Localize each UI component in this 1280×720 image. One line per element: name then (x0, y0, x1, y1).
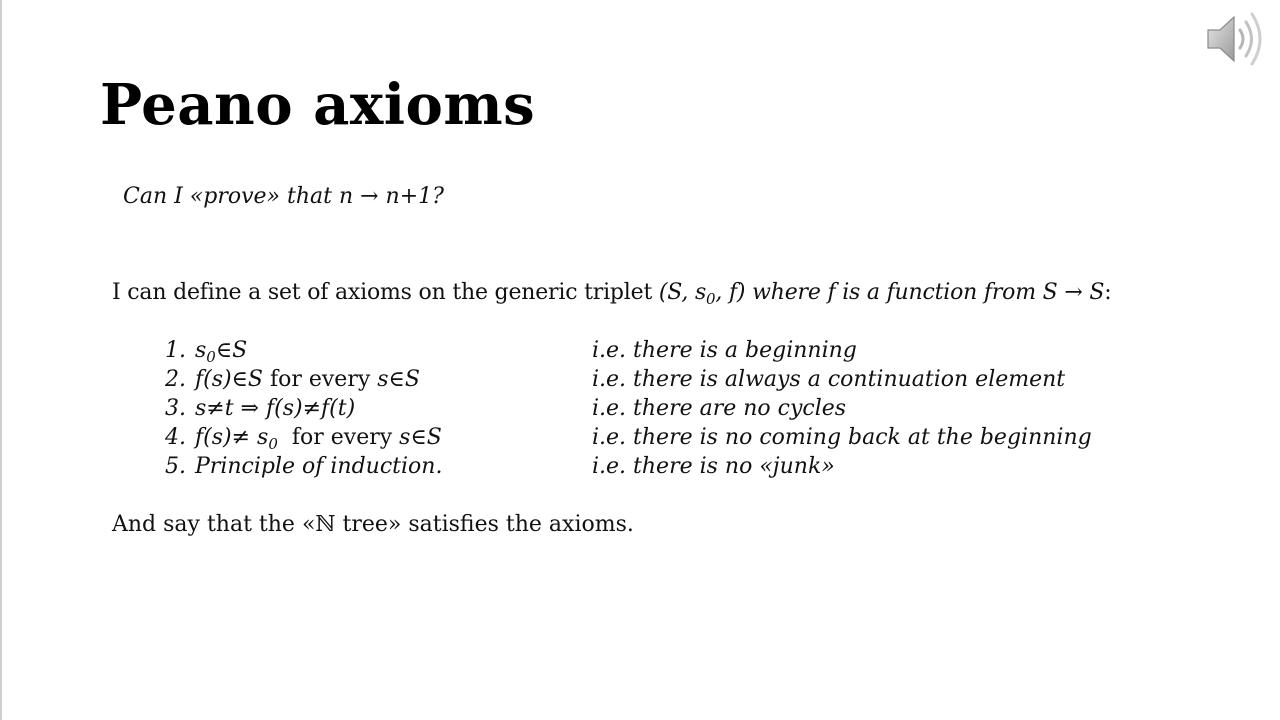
axiom-number: 5. (165, 454, 186, 479)
axiom-note: i.e. there are no cycles (592, 396, 847, 421)
axiom-note: i.e. there is no coming back at the beginning (592, 425, 1092, 450)
axiom-note: i.e. there is a beginning (592, 338, 857, 363)
axiom-stmt-sub: 0 (268, 435, 278, 453)
axiom-statement (195, 452, 442, 481)
axiom-number: 4. (165, 425, 186, 450)
axiom-stmt-part: s (195, 338, 207, 363)
intro-triplet-open: (S, s (658, 280, 707, 305)
axiom-3 (158, 394, 1158, 423)
axiom-stmt-part: s≠t ⇒ f(s)≠f(t) (195, 396, 356, 421)
axiom-statement (195, 365, 420, 394)
axiom-2 (158, 365, 1158, 394)
axiom-stmt-part: for every (262, 367, 378, 392)
axiom-4 (158, 423, 1158, 452)
axiom-stmt-part: s∈S (399, 425, 442, 450)
intro-colon: : (1104, 280, 1112, 305)
axiom-number: 2. (165, 367, 186, 392)
axiom-1 (158, 336, 1158, 365)
axiom-statement (195, 336, 247, 365)
axiom-note: i.e. there is no «junk» (592, 454, 835, 479)
axiom-stmt-part: f(s)∈S (195, 367, 263, 392)
axiom-number: 3. (165, 396, 186, 421)
axiom-stmt-sub: 0 (206, 348, 216, 366)
axiom-stmt-part: ∈S (215, 338, 248, 363)
intro-triplet-sub: 0 (706, 290, 716, 308)
axiom-5 (158, 452, 1158, 481)
axiom-statement (195, 423, 442, 452)
axiom-note: i.e. there is always a continuation element (592, 367, 1066, 392)
axiom-stmt-part: for every (277, 425, 400, 450)
axiom-number: 1. (165, 338, 186, 363)
slide-title: Peano axioms (100, 72, 536, 138)
axiom-stmt-part: f(s)≠ s (195, 425, 269, 450)
axiom-statement (195, 394, 355, 423)
intro-line (112, 278, 1111, 308)
axiom-stmt-part: s∈S (377, 367, 420, 392)
axiom-list (158, 336, 1158, 481)
outro-line: And say that the «ℕ tree» satisfies the axioms. (112, 512, 634, 537)
slide-question: Can I «prove» that n → n+1? (123, 184, 444, 209)
axiom-stmt-part: Principle of induction. (195, 454, 443, 479)
intro-triplet-close: , f) (715, 280, 746, 305)
intro-tail: where f is a function from S → S (745, 280, 1105, 305)
speaker-volume-icon[interactable] (1202, 8, 1274, 70)
intro-lead: I can define a set of axioms on the generic triplet (112, 280, 659, 305)
